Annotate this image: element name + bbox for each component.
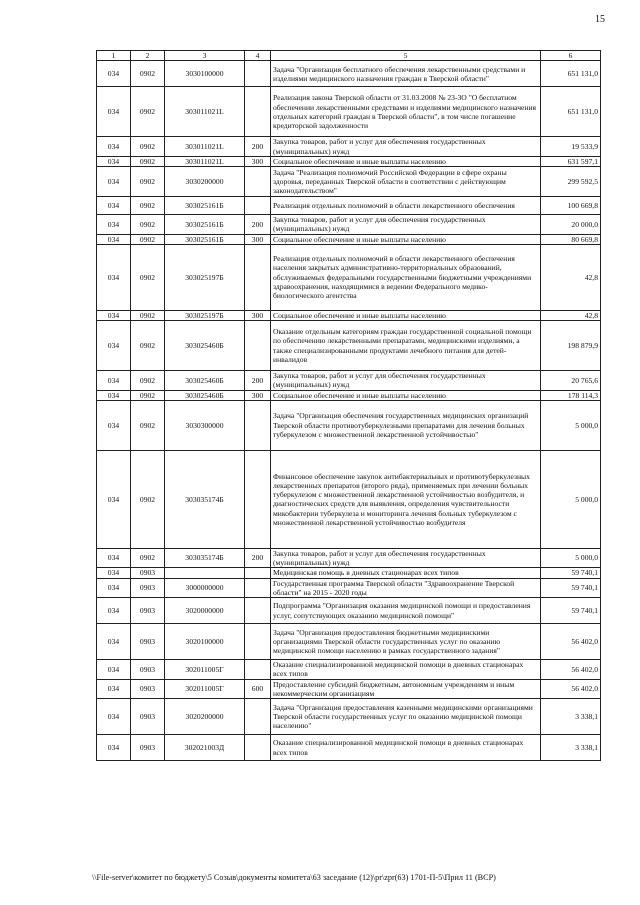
table-row <box>97 215 601 235</box>
cell-section-code: 0902 <box>131 156 165 166</box>
cell-amount: 59 740,1 <box>541 578 601 598</box>
table-row <box>97 61 601 87</box>
cell-section-code: 0902 <box>131 87 165 137</box>
column-header: 6 <box>541 51 601 61</box>
cell-section-code: 0902 <box>131 400 165 450</box>
cell-amount: 42,8 <box>541 310 601 320</box>
cell-expense-type <box>245 450 271 548</box>
cell-section-code: 0902 <box>131 234 165 244</box>
cell-amount: 299 592,5 <box>541 167 601 197</box>
cell-amount: 56 402,0 <box>541 624 601 660</box>
cell-admin-code: 034 <box>97 578 131 598</box>
cell-target-code: 303025161Б <box>165 197 245 215</box>
cell-amount: 59 740,1 <box>541 568 601 578</box>
cell-name: Задача "Реализация полномочий Российской Федерации в сфере охраны здоровья, переданных Тверской области в соответствии с действующим законодательством" <box>271 167 541 197</box>
cell-target-code: 3000000000 <box>165 578 245 598</box>
cell-expense-type: 300 <box>245 234 271 244</box>
cell-section-code: 0903 <box>131 735 165 761</box>
cell-target-code: 303025197Б <box>165 244 245 310</box>
table-row <box>97 321 601 371</box>
table-row <box>97 735 601 761</box>
cell-target-code: 3020000000 <box>165 598 245 624</box>
table-row <box>97 234 601 244</box>
cell-admin-code: 034 <box>97 699 131 735</box>
column-header: 1 <box>97 51 131 61</box>
table-row <box>97 568 601 578</box>
table-row <box>97 624 601 660</box>
cell-expense-type <box>245 321 271 371</box>
cell-target-code: 303035174Б <box>165 450 245 548</box>
cell-target-code: 303025460Б <box>165 371 245 391</box>
cell-target-code: 302011005Г <box>165 660 245 680</box>
cell-target-code: 303011021L <box>165 87 245 137</box>
cell-amount: 80 669,8 <box>541 234 601 244</box>
cell-name: Задача "Организация предоставления бюджетными медицинскими организациями Тверской области государственных услуг по оказанию медицинской помощи населению в рамках государственного задания" <box>271 624 541 660</box>
table-row <box>97 660 601 680</box>
cell-admin-code: 034 <box>97 310 131 320</box>
cell-target-code: 3030100000 <box>165 61 245 87</box>
cell-admin-code: 034 <box>97 234 131 244</box>
cell-section-code: 0903 <box>131 699 165 735</box>
cell-amount: 42,8 <box>541 244 601 310</box>
cell-section-code: 0902 <box>131 244 165 310</box>
table-row <box>97 679 601 699</box>
cell-name: Оказание отдельным категориям граждан государственной социальной помощи по обеспечению лекарственными препаратами, медицинскими изделиями, а также специализированными продуктами лечебного питания для детей-инвалидов <box>271 321 541 371</box>
cell-section-code: 0903 <box>131 660 165 680</box>
cell-admin-code: 034 <box>97 450 131 548</box>
cell-target-code <box>165 568 245 578</box>
cell-expense-type: 200 <box>245 215 271 235</box>
cell-section-code: 0902 <box>131 321 165 371</box>
cell-name: Задача "Организация предоставления казенными медицинскими организациями Тверской области государственных услуг по оказанию медицинской помощи населению" <box>271 699 541 735</box>
cell-name: Подпрограмма "Организация оказания медицинской помощи и предоставления услуг, сопутствующих оказанию медицинской помощи" <box>271 598 541 624</box>
cell-target-code: 3020200000 <box>165 699 245 735</box>
cell-amount: 56 402,0 <box>541 679 601 699</box>
table-row <box>97 371 601 391</box>
table-row <box>97 699 601 735</box>
cell-admin-code: 034 <box>97 137 131 157</box>
cell-expense-type: 200 <box>245 548 271 568</box>
cell-amount: 100 669,8 <box>541 197 601 215</box>
cell-expense-type: 300 <box>245 156 271 166</box>
cell-name: Закупка товаров, работ и услуг для обеспечения государственных (муниципальных) нужд <box>271 371 541 391</box>
cell-name: Закупка товаров, работ и услуг для обеспечения государственных (муниципальных) нужд <box>271 137 541 157</box>
cell-expense-type: 300 <box>245 390 271 400</box>
cell-name: Социальное обеспечение и иные выплаты населению <box>271 390 541 400</box>
cell-amount: 631 597,1 <box>541 156 601 166</box>
cell-section-code: 0902 <box>131 390 165 400</box>
cell-admin-code: 034 <box>97 660 131 680</box>
table-row <box>97 310 601 320</box>
cell-expense-type <box>245 578 271 598</box>
cell-section-code: 0903 <box>131 679 165 699</box>
cell-target-code: 302021003Д <box>165 735 245 761</box>
cell-amount: 651 131,0 <box>541 61 601 87</box>
cell-expense-type <box>245 624 271 660</box>
column-header: 5 <box>271 51 541 61</box>
cell-expense-type <box>245 244 271 310</box>
cell-amount: 3 338,1 <box>541 735 601 761</box>
cell-target-code: 303011021L <box>165 137 245 157</box>
cell-amount: 651 131,0 <box>541 87 601 137</box>
page-number: 15 <box>595 14 605 25</box>
cell-section-code: 0902 <box>131 137 165 157</box>
cell-section-code: 0902 <box>131 450 165 548</box>
cell-amount: 178 114,3 <box>541 390 601 400</box>
table-row <box>97 244 601 310</box>
cell-section-code: 0902 <box>131 167 165 197</box>
cell-amount: 198 879,9 <box>541 321 601 371</box>
table-row <box>97 578 601 598</box>
cell-expense-type <box>245 568 271 578</box>
cell-target-code: 303025197Б <box>165 310 245 320</box>
cell-section-code: 0902 <box>131 548 165 568</box>
cell-expense-type <box>245 699 271 735</box>
cell-name: Государственная программа Тверской области "Здравоохранение Тверской области" на 2015 - 2020 годы <box>271 578 541 598</box>
cell-amount: 5 000,0 <box>541 450 601 548</box>
cell-expense-type <box>245 167 271 197</box>
cell-section-code: 0902 <box>131 310 165 320</box>
cell-expense-type <box>245 400 271 450</box>
cell-expense-type: 200 <box>245 137 271 157</box>
cell-section-code: 0902 <box>131 197 165 215</box>
cell-admin-code: 034 <box>97 321 131 371</box>
cell-admin-code: 034 <box>97 87 131 137</box>
cell-expense-type: 300 <box>245 310 271 320</box>
cell-admin-code: 034 <box>97 679 131 699</box>
cell-admin-code: 034 <box>97 400 131 450</box>
cell-target-code: 3020100000 <box>165 624 245 660</box>
cell-name: Реализация отдельных полномочий в области лекарственного обеспечения <box>271 197 541 215</box>
table-row <box>97 167 601 197</box>
table-row <box>97 548 601 568</box>
cell-name: Реализация отдельных полномочий в области лекарственного обеспечения населения закрытых административно-территориальных образований, обслуживаемых федеральными государственными бюджетными учреждениями здравоохранения, находящимися в ведении Федерального медико-биологического агентства <box>271 244 541 310</box>
column-header: 3 <box>165 51 245 61</box>
cell-expense-type: 600 <box>245 679 271 699</box>
column-header: 2 <box>131 51 165 61</box>
cell-expense-type <box>245 197 271 215</box>
cell-admin-code: 034 <box>97 598 131 624</box>
cell-amount: 20 765,6 <box>541 371 601 391</box>
cell-name: Закупка товаров, работ и услуг для обеспечения государственных (муниципальных) нужд <box>271 215 541 235</box>
cell-target-code: 303025161Б <box>165 234 245 244</box>
cell-amount: 5 000,0 <box>541 400 601 450</box>
cell-admin-code: 034 <box>97 390 131 400</box>
cell-admin-code: 034 <box>97 244 131 310</box>
table-row <box>97 598 601 624</box>
cell-admin-code: 034 <box>97 197 131 215</box>
cell-name: Финансовое обеспечение закупок антибактериальных и противотуберкулезных лекарственных препаратов (второго ряда), применяемых при лечении больных туберкулезом с множественной лекарственной устойчивостью возбудителя, и диагностических средств для выявления, определения чувствительности микобактерии туберкулеза и мониторинга лечения больных туберкулезом с множественной лекарственной устойчивостью возбудителя <box>271 450 541 548</box>
budget-table <box>96 50 601 761</box>
cell-section-code: 0903 <box>131 624 165 660</box>
cell-section-code: 0903 <box>131 598 165 624</box>
table-row <box>97 400 601 450</box>
cell-admin-code: 034 <box>97 735 131 761</box>
cell-target-code: 303035174Б <box>165 548 245 568</box>
cell-admin-code: 034 <box>97 548 131 568</box>
column-header: 4 <box>245 51 271 61</box>
table-row <box>97 156 601 166</box>
cell-expense-type <box>245 660 271 680</box>
cell-name: Закупка товаров, работ и услуг для обеспечения государственных (муниципальных) нужд <box>271 548 541 568</box>
cell-target-code: 302011005Г <box>165 679 245 699</box>
cell-name: Задача "Организация бесплатного обеспечения лекарственными средствами и изделиями медицинского назначения граждан в Тверской области" <box>271 61 541 87</box>
cell-amount: 56 402,0 <box>541 660 601 680</box>
cell-name: Социальное обеспечение и иные выплаты населению <box>271 310 541 320</box>
cell-name: Реализация закона Тверской области от 31.03.2008 № 23-ЗО "О бесплатном обеспечении лекарственными средствами и изделиями медицинского назначения отдельных категорий граждан в Тверской области", в том числе погашение кредиторской задолженности <box>271 87 541 137</box>
cell-amount: 19 533,9 <box>541 137 601 157</box>
table-body <box>97 61 601 761</box>
cell-expense-type: 200 <box>245 371 271 391</box>
cell-name: Оказание специализированной медицинской помощи в дневных стационарах всех типов <box>271 660 541 680</box>
cell-amount: 3 338,1 <box>541 699 601 735</box>
cell-target-code: 3030300000 <box>165 400 245 450</box>
cell-name: Предоставление субсидий бюджетным, автономным учреждениям и иным некоммерческим организациям <box>271 679 541 699</box>
cell-admin-code: 034 <box>97 371 131 391</box>
table-row <box>97 87 601 137</box>
cell-section-code: 0902 <box>131 215 165 235</box>
cell-name: Оказание специализированной медицинской помощи в дневных стационарах всех типов <box>271 735 541 761</box>
table-row <box>97 137 601 157</box>
cell-amount: 59 740,1 <box>541 598 601 624</box>
file-path-footer: \\File-server\комитет по бюджету\5 Созыв\документы комитета\63 заседание (12)\pr\zpr(63) 1701-П-5\Прил 11 (ВСР) <box>92 873 496 882</box>
cell-section-code: 0903 <box>131 578 165 598</box>
cell-name: Задача "Организация обеспечения государственных медицинских организаций Тверской области противотуберкулезными препаратами для лечения больных туберкулезом с множественной лекарственной устойчивостью" <box>271 400 541 450</box>
cell-target-code: 303025161Б <box>165 215 245 235</box>
table-row <box>97 390 601 400</box>
cell-section-code: 0902 <box>131 371 165 391</box>
cell-expense-type <box>245 87 271 137</box>
cell-section-code: 0902 <box>131 61 165 87</box>
cell-target-code: 3030200000 <box>165 167 245 197</box>
cell-name: Медицинская помощь в дневных стационарах всех типов <box>271 568 541 578</box>
cell-expense-type <box>245 61 271 87</box>
cell-admin-code: 034 <box>97 624 131 660</box>
cell-name: Социальное обеспечение и иные выплаты населению <box>271 234 541 244</box>
cell-admin-code: 034 <box>97 215 131 235</box>
cell-admin-code: 034 <box>97 156 131 166</box>
cell-target-code: 303025460Б <box>165 390 245 400</box>
cell-amount: 5 000,0 <box>541 548 601 568</box>
cell-amount: 20 000,0 <box>541 215 601 235</box>
table-row <box>97 450 601 548</box>
cell-admin-code: 034 <box>97 61 131 87</box>
cell-target-code: 303025460Б <box>165 321 245 371</box>
cell-expense-type <box>245 735 271 761</box>
table-row <box>97 197 601 215</box>
cell-name: Социальное обеспечение и иные выплаты населению <box>271 156 541 166</box>
cell-target-code: 303011021L <box>165 156 245 166</box>
cell-admin-code: 034 <box>97 568 131 578</box>
table-header-row <box>97 51 601 61</box>
cell-section-code: 0903 <box>131 568 165 578</box>
cell-admin-code: 034 <box>97 167 131 197</box>
cell-expense-type <box>245 598 271 624</box>
